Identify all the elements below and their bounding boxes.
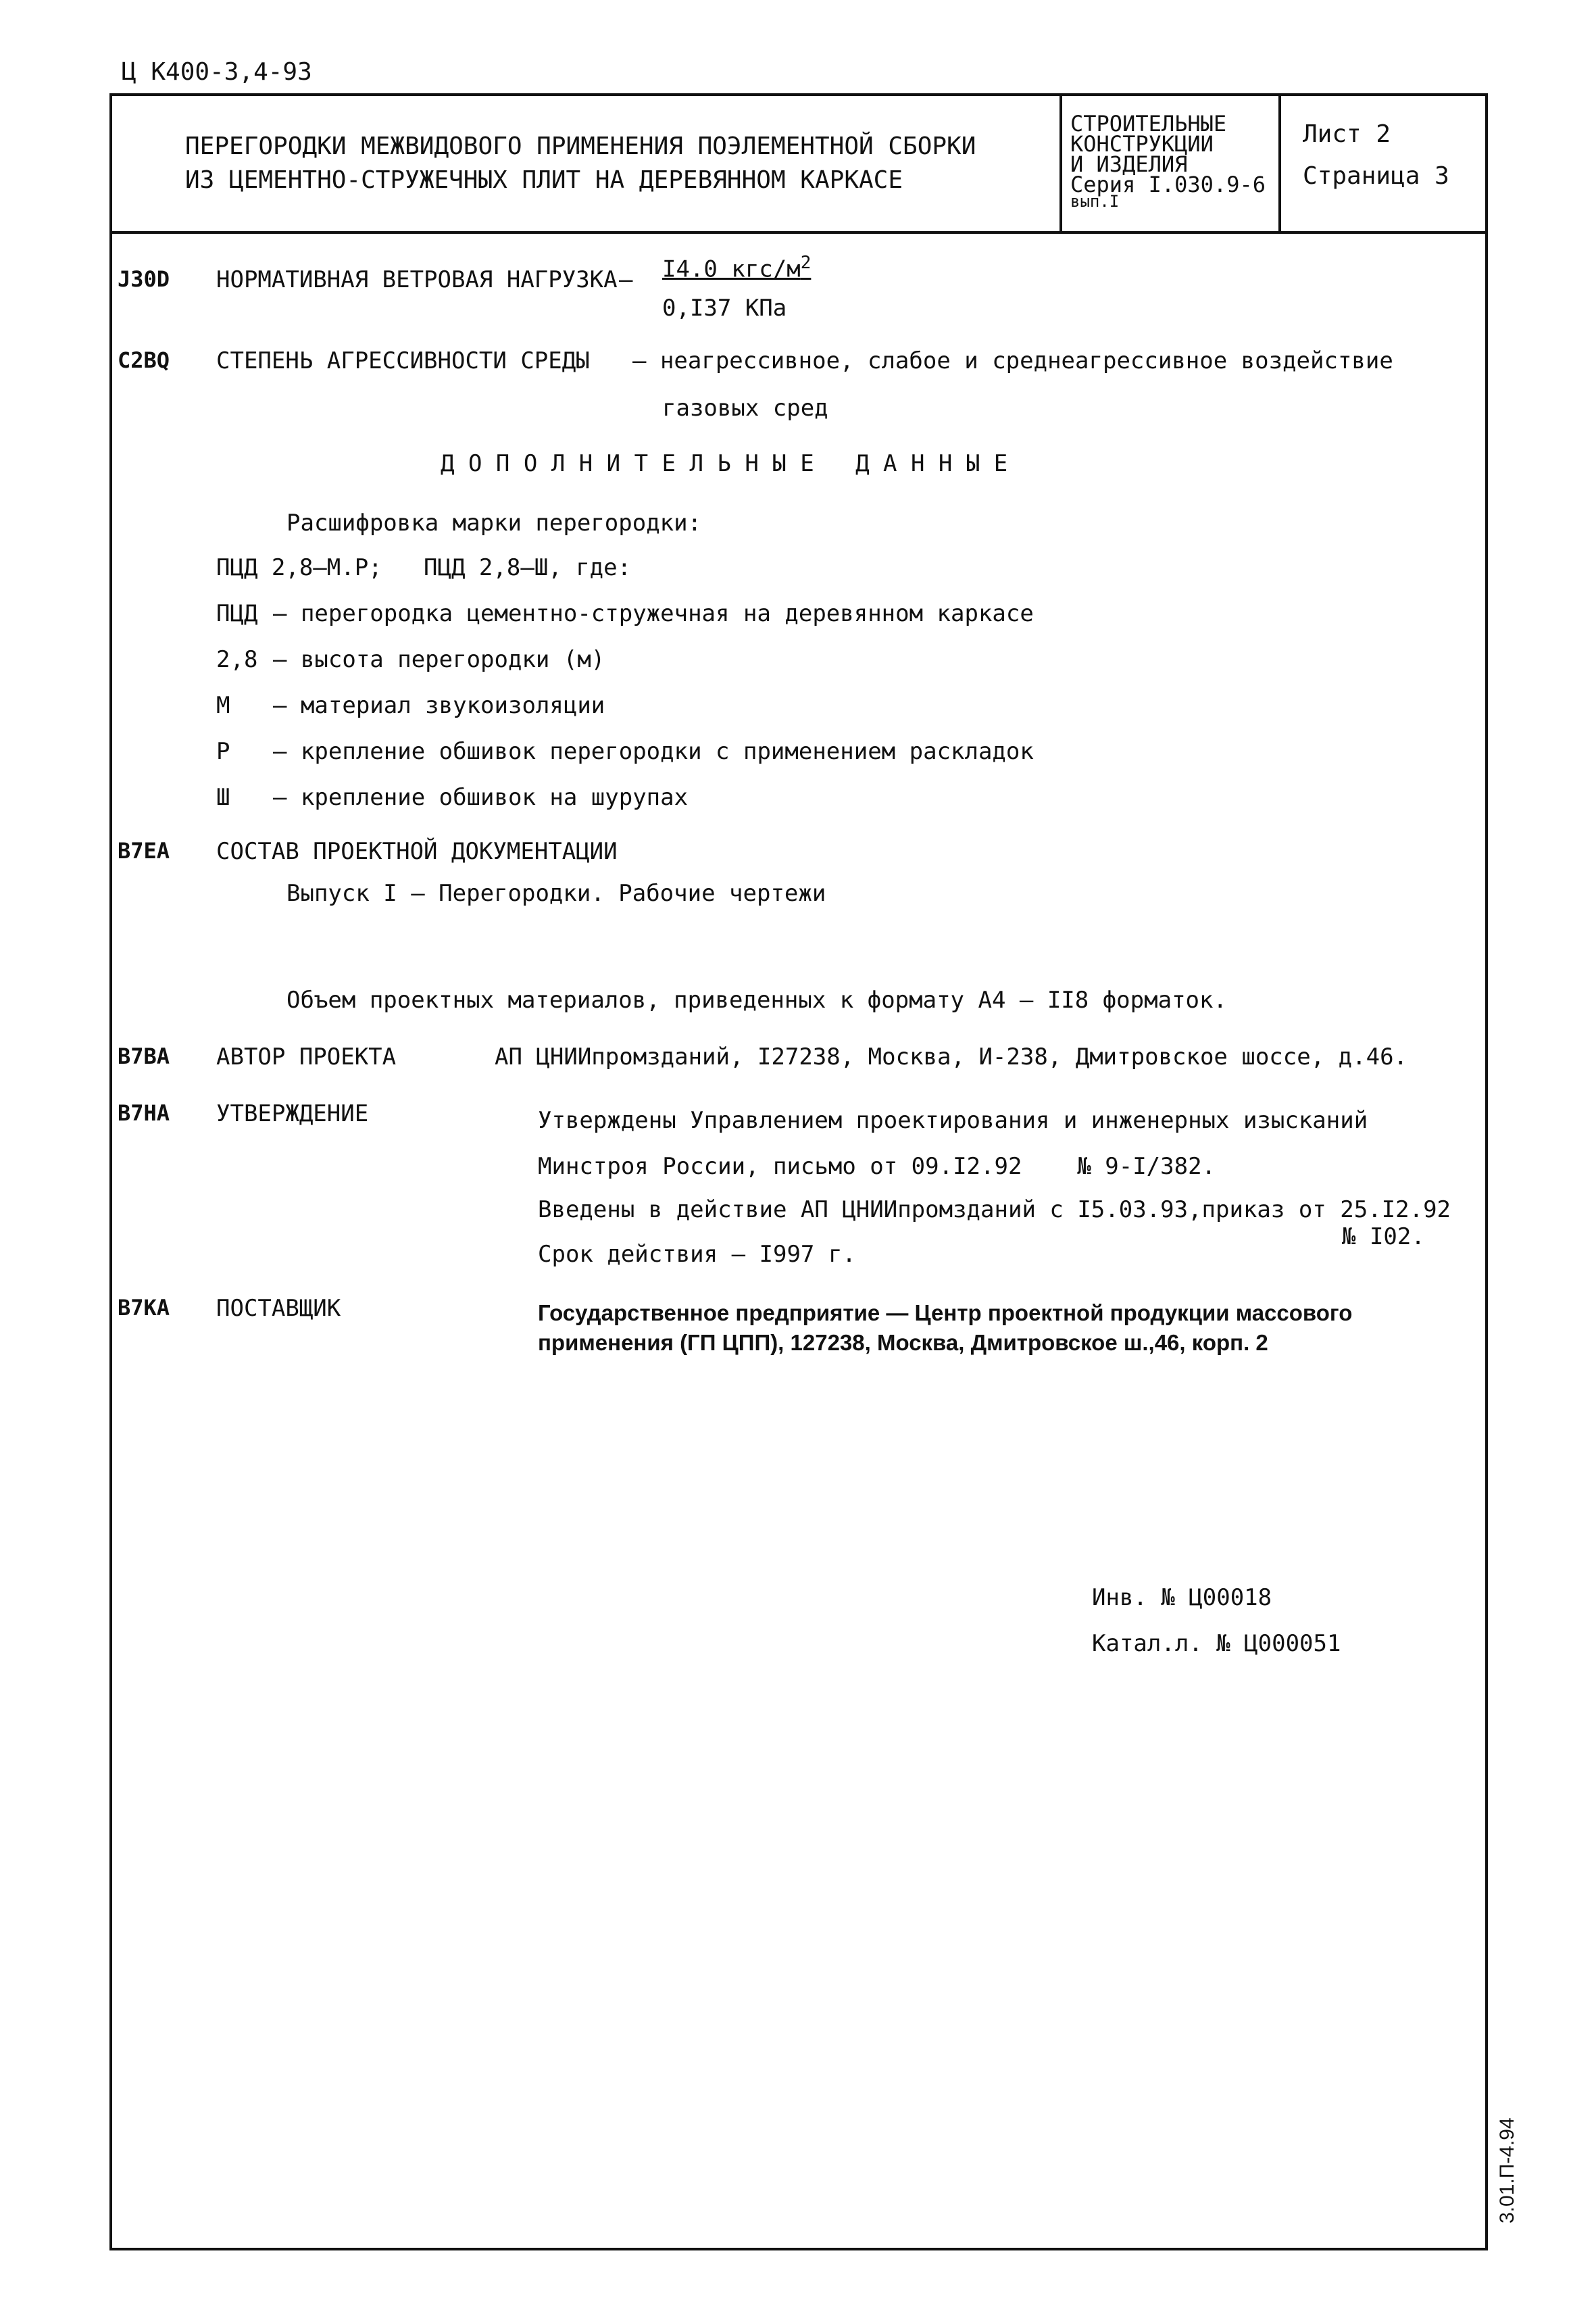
legend-text-5: – крепление обшивок на шурупах xyxy=(273,784,689,811)
document-title xyxy=(185,130,976,197)
sheet-number: Лист 2 xyxy=(1303,120,1391,148)
legend-key-5: Ш xyxy=(216,784,230,811)
docs-volume: Объем проектных материалов, приведенных к формату А4 – II8 форматок. xyxy=(286,987,1227,1014)
docs-issue: Выпуск I – Перегородки. Рабочие чертежи xyxy=(286,880,826,907)
author-code: B7BA xyxy=(118,1043,170,1069)
legend-key-4: Р xyxy=(216,738,230,765)
author-text: АП ЦНИИпромзданий, I27238, Москва, И-238, Дмитровское шоссе, д.46. xyxy=(495,1043,1408,1070)
edge-code: 3.01.П-4.94 xyxy=(1496,2117,1518,2223)
extra-heading: Д О П О Л Н И Т Е Л Ь Н Ы Е Д А Н Н Ы Е xyxy=(441,450,1008,477)
approval-code: B7HA xyxy=(118,1100,170,1126)
series-line-3: И ИЗДЕЛИЯ xyxy=(1070,151,1188,177)
wind-value-kgf: I4.0 кгс/$м^2$ xyxy=(662,253,812,283)
title-line-1: ПЕРЕГОРОДКИ МЕЖВИДОВОГО ПРИМЕНЕНИЯ ПОЭЛЕМЕНТНОЙ СБОРКИ xyxy=(185,132,976,160)
wind-dash: – xyxy=(619,266,633,293)
legend-key-1: ПЦД xyxy=(216,600,258,627)
approval-validity: Срок действия – I997 г. xyxy=(538,1241,856,1268)
supplier-label: ПОСТАВЩИК xyxy=(216,1295,341,1322)
approval-line-1: Утверждены Управлением проектирования и инженерных изысканий xyxy=(538,1107,1368,1134)
legend-key-3: М xyxy=(216,692,230,719)
wind-value-kpa: 0,I37 КПа xyxy=(662,295,787,322)
series-block xyxy=(1070,111,1266,211)
series-line-2: КОНСТРУКЦИИ xyxy=(1070,131,1214,157)
approval-line-2: Минстроя России, письмо от 09.I2.92 № 9-I/382. xyxy=(538,1153,1216,1180)
legend-key-2: 2,8 xyxy=(216,646,258,673)
series-divider xyxy=(1278,96,1281,231)
wind-code: J30D xyxy=(118,266,170,292)
page-number: Страница 3 xyxy=(1303,162,1449,190)
series-number: Серия I.030.9-6 xyxy=(1070,172,1266,197)
approval-order-number: № I02. xyxy=(1342,1223,1425,1250)
legend-text-1: – перегородка цементно-стружечная на деревянном каркасе xyxy=(273,600,1034,627)
approval-label: УТВЕРЖДЕНИЕ xyxy=(216,1100,369,1127)
inventory-number: Инв. № Ц00018 xyxy=(1092,1584,1272,1611)
docs-code: B7EA xyxy=(118,838,170,864)
legend-text-2: – высота перегородки (м) xyxy=(273,646,605,673)
aggr-label: СТЕПЕНЬ АГРЕССИВНОСТИ СРЕДЫ xyxy=(216,347,590,374)
marks-intro: Расшифровка марки перегородки: xyxy=(286,510,702,537)
marks-list: ПЦД 2,8–М.Р; ПЦД 2,8–Ш, где: xyxy=(216,554,632,581)
docs-label: СОСТАВ ПРОЕКТНОЙ ДОКУМЕНТАЦИИ xyxy=(216,838,618,865)
aggr-text-2: газовых сред xyxy=(662,395,828,422)
title-divider xyxy=(1059,96,1062,231)
title-line-2: ИЗ ЦЕМЕНТНО-СТРУЖЕЧНЫХ ПЛИТ НА ДЕРЕВЯННОМ КАРКАСЕ xyxy=(185,166,903,194)
title-block xyxy=(112,96,1485,234)
superscript: 2 xyxy=(800,253,812,273)
catalog-number: Катал.л. № Ц000051 xyxy=(1092,1630,1341,1657)
supplier-line-2: применения (ГП ЦПП), 127238, Москва, Дмитровское ш.,46, корп. 2 xyxy=(538,1330,1268,1355)
sheet-block xyxy=(1303,114,1449,197)
document-code: Ц К400-3,4-93 xyxy=(122,58,312,86)
series-issue: вып.I xyxy=(1070,192,1120,211)
legend-text-3: – материал звукоизоляции xyxy=(273,692,605,719)
aggr-text-1: – неагрессивное, слабое и среднеагрессивное воздействие xyxy=(632,347,1393,374)
author-label: АВТОР ПРОЕКТА xyxy=(216,1043,397,1070)
legend-text-4: – крепление обшивок перегородки с применением раскладок xyxy=(273,738,1034,765)
aggr-code: C2BQ xyxy=(118,347,170,373)
supplier-code: B7KA xyxy=(118,1295,170,1321)
supplier-line-1: Государственное предприятие — Центр проектной продукции массового xyxy=(538,1300,1353,1325)
series-line-1: СТРОИТЕЛЬНЫЕ xyxy=(1070,111,1227,137)
approval-line-3: Введены в действие АП ЦНИИпромзданий с I5.03.93,приказ от 25.I2.92 xyxy=(538,1196,1451,1223)
wind-label: НОРМАТИВНАЯ ВЕТРОВАЯ НАГРУЗКА xyxy=(216,266,618,293)
